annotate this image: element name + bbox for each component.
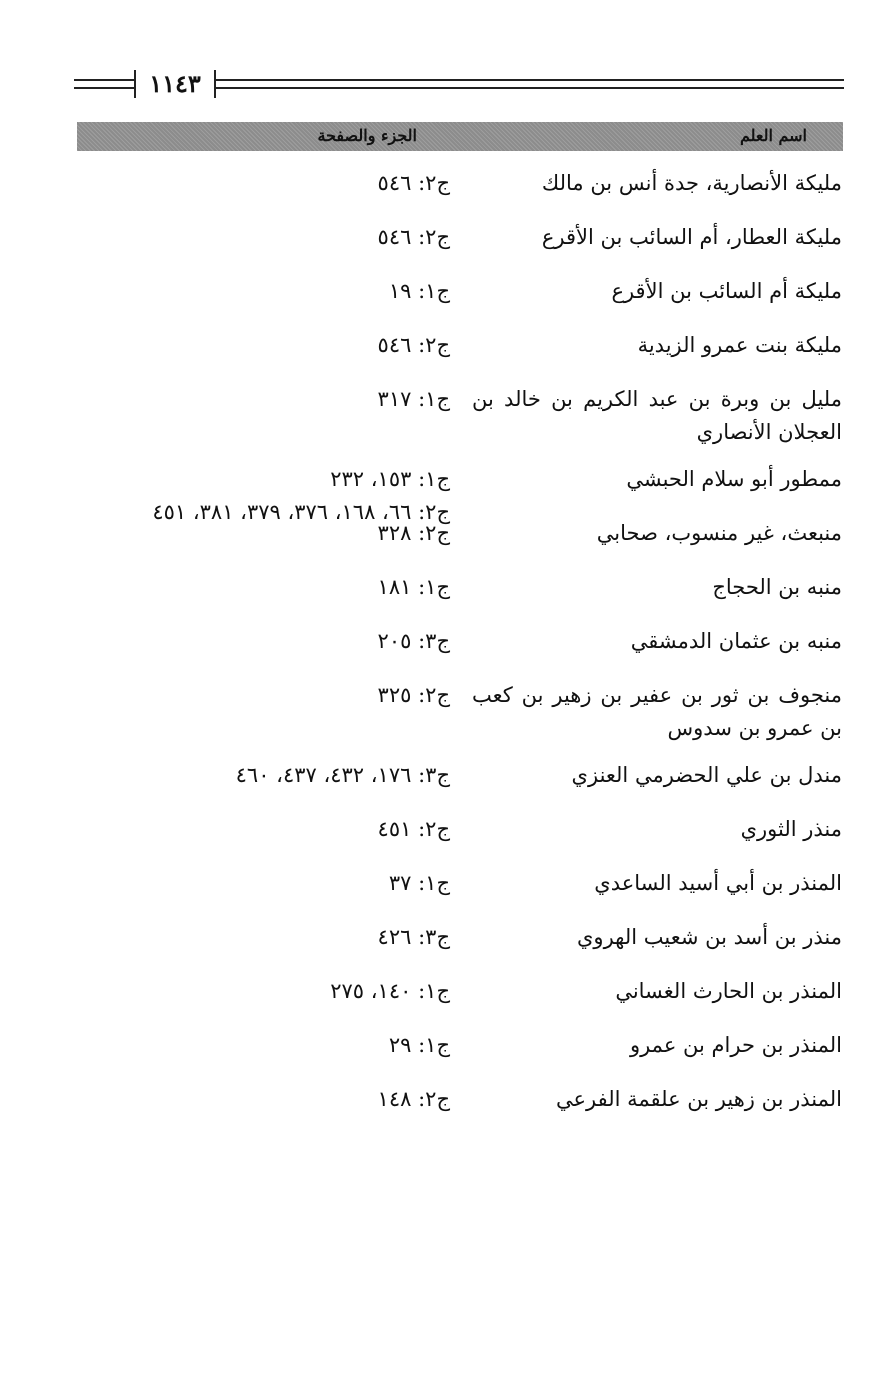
entry-references (60, 867, 450, 900)
header-rule-right (216, 79, 844, 89)
index-entry (60, 456, 844, 524)
entry-name: مليكة العطار، أم السائب بن الأقرع (541, 225, 842, 249)
entry-references (60, 167, 450, 200)
header-rule-left (74, 79, 134, 89)
entry-name: المنذر بن أبي أسيد الساعدي (594, 871, 842, 895)
entry-name: ممطور أبو سلام الحبشي (626, 467, 842, 491)
index-entries (60, 160, 844, 1130)
index-entry (60, 1022, 844, 1076)
page-number: ١١٤٣ (149, 69, 201, 98)
entry-reference: ج٢: ٣٢٨ (377, 521, 450, 545)
entry-references (60, 1083, 450, 1116)
entry-reference: ج٢: ٣٢٥ (377, 683, 450, 707)
entry-reference: ج١: ٢٩ (388, 1033, 450, 1057)
entry-reference: ج١: ١٩ (388, 279, 450, 303)
index-entry (60, 968, 844, 1022)
entry-references (60, 1029, 450, 1062)
index-entry (60, 672, 844, 752)
entry-name: مليكة بنت عمرو الزيدية (637, 333, 842, 357)
column-header-name: اسم العلم (739, 126, 807, 145)
index-entry (60, 618, 844, 672)
entry-reference: ج١: ١٤٠، ٢٧٥ (330, 979, 450, 1003)
index-entry (60, 564, 844, 618)
entry-references (60, 221, 450, 254)
entry-references (60, 975, 450, 1008)
entry-reference: ج٣: ٤٢٦ (377, 925, 450, 949)
entry-reference: ج١: ١٨١ (377, 575, 450, 599)
entry-reference: ج٢: ١٤٨ (377, 1087, 450, 1111)
entry-references (60, 813, 450, 846)
entry-reference: ج٣: ٢٠٥ (377, 629, 450, 653)
entry-references (60, 679, 450, 712)
entry-reference: ج٢: ٤٥١ (377, 817, 450, 841)
entry-name: منبه بن الحجاج (712, 575, 842, 599)
index-entry (60, 214, 844, 268)
entry-references (60, 759, 450, 792)
entry-references (60, 383, 450, 416)
index-entry (60, 806, 844, 860)
page-header (74, 66, 844, 106)
index-entry (60, 860, 844, 914)
entry-name: منجوف بن ثور بن عفير بن زهير بن كعب بن عمرو بن سدوس (472, 683, 842, 740)
entry-references (60, 517, 450, 550)
index-entry (60, 752, 844, 806)
entry-reference: ج١: ١٥٣، ٢٣٢ (330, 467, 450, 491)
column-header-bar (77, 122, 843, 151)
index-entry (60, 322, 844, 376)
index-entry (60, 268, 844, 322)
entry-name: المنذر بن حرام بن عمرو (629, 1033, 842, 1057)
entry-references (60, 625, 450, 658)
index-entry (60, 160, 844, 214)
entry-name: مليكة أم السائب بن الأقرع (611, 279, 842, 303)
entry-name: منذر بن أسد بن شعيب الهروي (576, 925, 842, 949)
index-entry (60, 1076, 844, 1130)
index-entry (60, 914, 844, 968)
entry-name: مليل بن وبرة بن عبد الكريم بن خالد بن العجلان الأنصاري (472, 387, 842, 444)
entry-reference: ج١: ٣٧ (388, 871, 450, 895)
entry-name: المنذر بن زهير بن علقمة الفرعي (555, 1087, 842, 1111)
entry-reference: ج٢: ٦٦، ١٦٨، ٣٧٦، ٣٧٩، ٣٨١، ٤٥١ (152, 500, 450, 524)
entry-references (60, 329, 450, 362)
entry-reference: ج٢: ٥٤٦ (377, 225, 450, 249)
entry-name: المنذر بن الحارث الغساني (615, 979, 842, 1003)
entry-reference: ج٣: ١٧٦، ٤٣٢، ٤٣٧، ٤٦٠ (235, 763, 450, 787)
entry-reference: ج٢: ٥٤٦ (377, 333, 450, 357)
index-entry (60, 510, 844, 564)
entry-reference: ج٢: ٥٤٦ (377, 171, 450, 195)
column-header-ref: الجزء والصفحة (317, 126, 417, 145)
entry-references (60, 571, 450, 604)
entry-reference: ج١: ٣١٧ (377, 387, 450, 411)
entry-name: مندل بن علي الحضرمي العنزي (571, 763, 842, 787)
entry-name: مليكة الأنصارية، جدة أنس بن مالك (541, 171, 842, 195)
index-entry (60, 376, 844, 456)
entry-name: منبه بن عثمان الدمشقي (630, 629, 842, 653)
entry-name: منذر الثوري (740, 817, 842, 841)
entry-references (60, 275, 450, 308)
entry-name: منبعث، غير منسوب، صحابي (596, 521, 842, 545)
entry-references (60, 921, 450, 954)
